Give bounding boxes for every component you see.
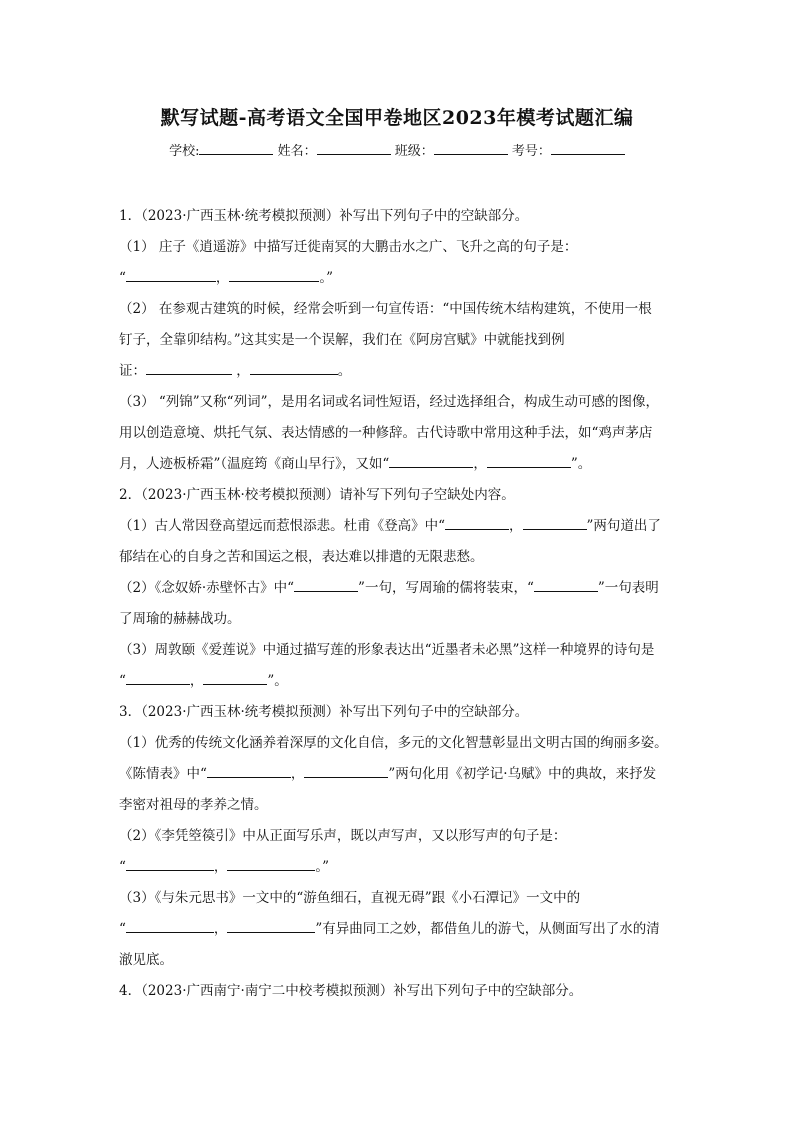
name-label: 姓名： [277,144,317,159]
answer-blank[interactable] [126,672,190,685]
text: ”有异曲同工之妙，都借鱼儿的游弋，从侧面写出了水的清 [315,921,660,937]
question-4-stem: 4．（2023·广西南宁·南宁二中校考模拟预测）补写出下列句子中的空缺部分。 [119,983,583,999]
answer-blank[interactable] [207,765,291,778]
question-2-part-2-line-1 [119,579,659,597]
answer-blank[interactable] [126,269,216,282]
quote-mark: “ [119,673,126,689]
question-1-part-3-line-1: （3） “列锦”又称“列词”，是用名词或名词性短语，经过选择组合，构成生动可感的图像， [119,394,659,410]
text: （2）《念奴娇·赤壁怀古》中“ [119,580,295,596]
answer-blank[interactable] [304,765,388,778]
answer-blank[interactable] [227,920,315,933]
quote-mark: “ [119,859,126,875]
comma: ， [215,270,230,286]
comma: ， [290,766,305,782]
question-2-stem: 2．（2023·广西玉林·校考模拟预测）请补写下列句子空缺处内容。 [119,487,515,503]
answer-blank[interactable] [203,672,267,685]
answer-blank[interactable] [146,362,232,375]
answer-blank[interactable] [227,858,315,871]
answer-blank[interactable] [389,455,473,468]
text: 月，人迹板桥霜”（温庭筠《商山早行》，又如“ [119,456,390,472]
question-3-part-1-line-3: 李密对祖母的孝养之情。 [119,797,268,813]
text: ”两句道出了 [586,518,661,534]
question-3-part-1-line-2 [119,765,656,783]
exam-number-label: 考号： [511,144,551,159]
comma: ， [473,456,487,472]
question-2-part-3-line-2 [119,672,288,690]
page-title: 默写试题-高考语文全国甲卷地区2023年模考试题汇编 [160,107,634,129]
school-blank[interactable] [199,142,273,155]
comma: ， [232,363,250,379]
question-3-stem: 3．（2023·广西玉林·统考模拟预测）补写出下列句子中的空缺部分。 [119,704,529,720]
answer-blank[interactable] [523,517,587,530]
question-3-part-1-line-1: （1）优秀的传统文化涵养着深厚的文化自信，多元的文化智慧彰显出文明古国的绚丽多姿。 [119,735,668,751]
comma: ， [189,673,204,689]
question-3-part-3-line-3: 澈见底。 [119,952,173,968]
question-1-part-2-line-2: 钉子，全靠卯结构。”这其实是一个误解，我们在《阿房宫赋》中就能找到例 [119,332,565,348]
question-1-part-3-line-3 [119,455,591,473]
question-3-part-3-line-2 [119,920,660,938]
answer-blank[interactable] [487,455,571,468]
question-1-part-1: （1） 庄子《逍遥游》中描写迁徙南冥的大鹏击水之广、飞升之高的句子是： [119,239,578,255]
class-label: 班级： [394,144,434,159]
question-1-stem: 1．（2023·广西玉林·统考模拟预测）补写出下列句子中的空缺部分。 [119,208,529,224]
question-3-part-2-line-2 [119,858,329,876]
quote-mark: “ [119,270,126,286]
comma: ， [509,518,523,534]
comma: ， [213,859,228,875]
question-2-part-1-line-2: 郁结在心的自身之苦和国运之根，表达难以排遣的无限悲愁。 [119,549,484,565]
question-2-part-3-line-1: （3）周敦颐《爱莲说》中通过描写莲的形象表达出“近墨者未必黑”这样一种境界的诗句是 [119,642,655,658]
question-1-part-3-line-2: 用以创造意境、烘托气氛、表达情感的一种修辞。古代诗歌中常用这种手法，如“鸡声茅店 [119,425,653,441]
answer-blank[interactable] [534,579,598,592]
exam-number-blank[interactable] [551,142,625,155]
question-3-part-3-line-1: （3）《与朱元思书》一文中的“游鱼细石，直视无碍”跟《小石潭记》一文中的 [119,890,581,906]
name-blank[interactable] [317,142,391,155]
school-label: 学校: [169,144,200,159]
comma: ， [213,921,228,937]
answer-blank[interactable] [445,517,509,530]
quote-end: ”。 [570,456,592,472]
period: 。 [337,363,352,379]
text: 《陈情表》中“ [119,766,207,782]
quote-end: 。” [319,270,334,286]
student-info-line [0,140,794,159]
text: ”一句，写周瑜的儒将装束，“ [358,580,534,596]
answer-blank[interactable] [126,920,214,933]
quote-end: 。” [315,859,330,875]
question-3-part-2-line-1: （2）《李凭箜篌引》中从正面写乐声，既以声写声，又以形写声的句子是： [119,828,567,844]
text: ”两句化用《初学记·乌赋》中的典故，来抒发 [388,766,657,782]
question-2-part-1-line-1 [119,517,661,535]
question-1-part-2-line-3 [119,362,351,380]
text: ”一句表明 [597,580,659,596]
quote-mark: “ [119,921,126,937]
class-blank[interactable] [434,142,508,155]
answer-blank[interactable] [229,269,319,282]
question-2-part-2-line-2: 了周瑜的赫赫战功。 [119,611,241,627]
answer-blank[interactable] [126,858,214,871]
question-1-part-1-answer [119,269,333,287]
text: （1）古人常因登高望远而惹恨添悲。杜甫《登高》中“ [119,518,445,534]
text: 证： [119,363,146,379]
question-1-part-2-line-1: （2） 在参观古建筑的时候，经常会听到一句宣传语：“中国传统木结构建筑，不使用一根 [119,301,652,317]
quote-end: ”。 [267,673,288,689]
answer-blank[interactable] [250,362,338,375]
answer-blank[interactable] [294,579,358,592]
